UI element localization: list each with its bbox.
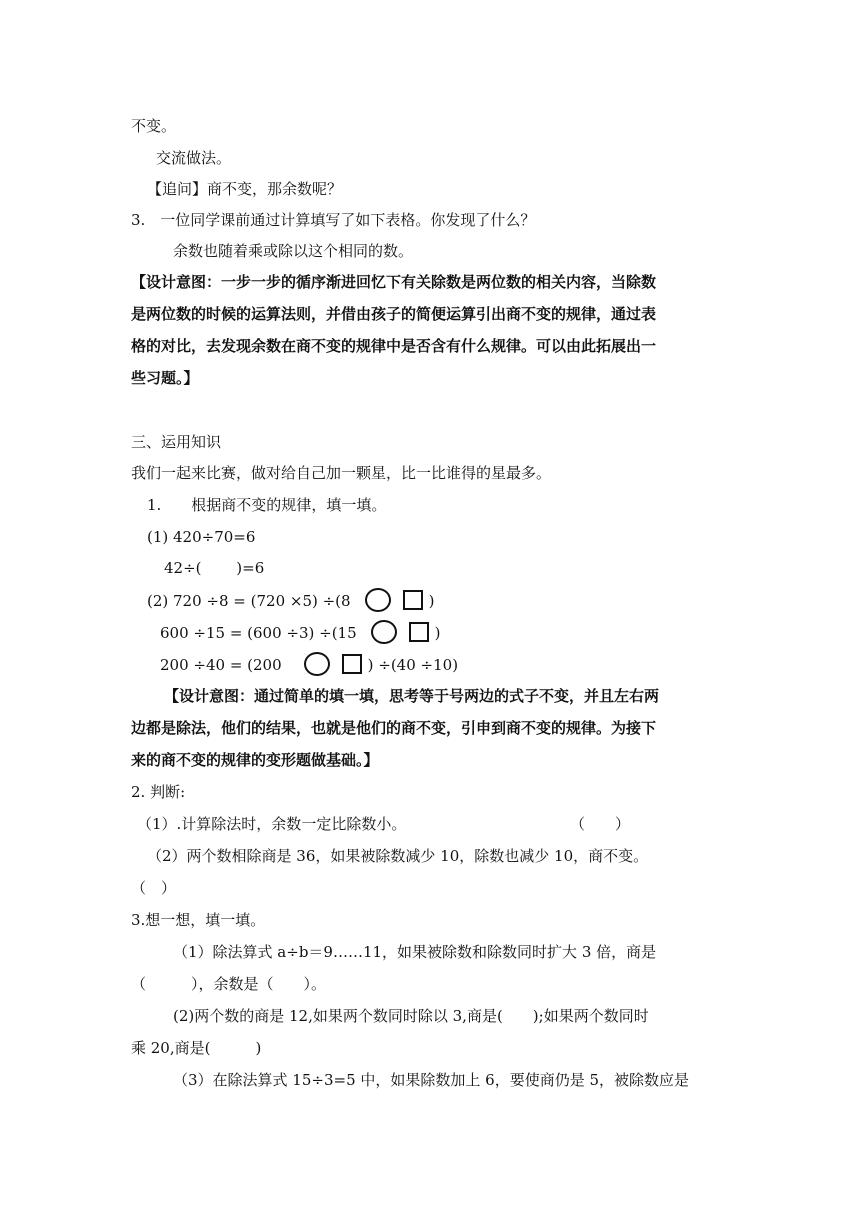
expression-right: ) <box>434 624 441 642</box>
design-intent-1: 些习题。】 <box>131 369 199 387</box>
expression-left: 200 ÷40 = (200 <box>160 656 282 674</box>
square-blank-icon <box>409 622 429 642</box>
question-1-1-blank: 42÷( )=6 <box>164 559 265 577</box>
question-3-2: (2)两个数的商是 12,如果两个数同时除以 3,商是( );如果两个数同时 <box>173 1007 649 1025</box>
design-intent-2: 【设计意图：通过简单的填一填，思考等于号两边的式子不变，并且左右两 <box>164 687 660 705</box>
question-1-2-line-3 <box>160 654 458 678</box>
question-1-2-line-2 <box>160 622 441 646</box>
square-blank-icon <box>342 654 362 674</box>
expression-right: ) <box>428 592 435 610</box>
text-line: 交流做法。 <box>156 149 232 167</box>
circle-blank-icon <box>371 620 397 644</box>
expression-left: (2) 720 ÷8 = (720 ×5) ÷(8 <box>147 592 351 610</box>
question-1-2-line-1 <box>147 590 434 614</box>
design-intent-1: 格的对比，去发现余数在商不变的规律中是否含有什么规律。可以由此拓展出一 <box>131 337 657 355</box>
circle-blank-icon <box>365 588 391 612</box>
design-intent-2: 来的商不变的规律的变形题做基础。】 <box>131 751 379 769</box>
expression-left: 600 ÷15 = (600 ÷3) ÷(15 <box>160 624 357 642</box>
question-1-title: 1. 根据商不变的规律，填一填。 <box>147 496 387 514</box>
design-intent-1: 【设计意图：一步一步的循序渐进回忆下有关除数是两位数的相关内容，当除数 <box>131 273 657 291</box>
text-line: 【追问】商不变，那余数呢？ <box>147 180 343 198</box>
circle-blank-icon <box>304 652 330 676</box>
question-2-2: （2）两个数相除商是 36，如果被除数减少 10，除数也减少 10，商不变。 <box>147 847 649 865</box>
question-2-title: 2. 判断: <box>131 783 186 801</box>
answer-bracket: （ ） <box>131 879 177 897</box>
text-line: 3. 一位同学课前通过计算填写了如下表格。你发现了什么？ <box>131 211 536 229</box>
question-3-title: 3.想一想，填一填。 <box>131 911 266 929</box>
answer-bracket: （ ） <box>570 815 631 833</box>
text-line: 余数也随着乘或除以这个相同的数。 <box>173 242 414 260</box>
expression-right: ) ÷(40 ÷10) <box>367 656 459 674</box>
design-intent-1: 是两位数的时候的运算法则，并借由孩子的简便运算引出商不变的规律，通过表 <box>131 305 657 323</box>
question-3-2-cont: 乘 20,商是( ) <box>131 1039 262 1057</box>
question-3-1-cont: （ ），余数是（ ）。 <box>131 975 327 993</box>
question-2-1: （1）.计算除法时，余数一定比除数小。 <box>137 815 407 833</box>
text-line: 不变。 <box>131 117 177 135</box>
text-line: 我们一起来比赛，做对给自己加一颗星，比一比谁得的星最多。 <box>131 464 552 482</box>
square-blank-icon <box>403 590 423 610</box>
question-3-1: （1）除法算式 a÷b＝9……11，如果被除数和除数同时扩大 3 倍，商是 <box>173 943 657 961</box>
design-intent-2: 边都是除法，他们的结果，也就是他们的商不变，引申到商不变的规律。为接下 <box>131 719 657 737</box>
question-3-3: （3）在除法算式 15÷3=5 中，如果除数加上 6，要使商仍是 5，被除数应是 <box>173 1071 690 1089</box>
question-1-1: (1) 420÷70=6 <box>147 528 256 546</box>
section-heading: 三、运用知识 <box>131 433 222 451</box>
